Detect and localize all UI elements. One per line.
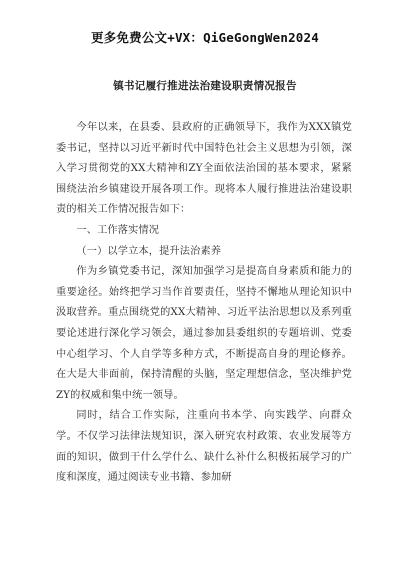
body-paragraph-1: 作为乡镇党委书记，深知加强学习是提高自身素质和能力的重要途径。始终把学习当作首要责任，坚持不懈地从理论知识中汲取营养。重点围绕党的XX大精神、习近平法治思想以及系列重要论述进行深化学习领会，通过参加县委组织的专题培训、党委中心组学习、个人自学等多种方式，不断提高自身的理论修养。在大是大非面前，保持清醒的头脑，坚定理想信念，坚决维护党ZY的权威和集中统一领导。 bbox=[56, 266, 352, 401]
subsection-heading: （一）以学立本，提升法治素养 bbox=[76, 245, 222, 257]
section-heading: 一、工作落实情况 bbox=[76, 224, 160, 236]
document-body bbox=[56, 118, 352, 489]
intro-paragraph: 今年以来，在县委、县政府的正确领导下，我作为XXX镇党委书记，坚持以习近平新时代中国特色社会主义思想为引领，深入学习贯彻党的XX大精神和ZY全面依法治国的基本要求，紧紧围绕法治乡镇建设开展各项工作。现将本人履行推进法治建设职责的相关工作情况报告如下： bbox=[56, 122, 352, 216]
document-title: 镇书记履行推进法治建设职责情况报告 bbox=[113, 80, 297, 92]
body-paragraph-2: 同时，结合工作实际，注重向书本学、向实践学、向群众学。不仅学习法律法规知识，深入研究农村政策、农业发展等方面的知识，做到干什么学什么、缺什么补什么积极拓展学习的广度和深度，通过阅读专业书籍、参加研 bbox=[56, 410, 352, 484]
watermark-text: 更多免费公文+VX：QiGeGongWen2024 bbox=[91, 30, 319, 45]
